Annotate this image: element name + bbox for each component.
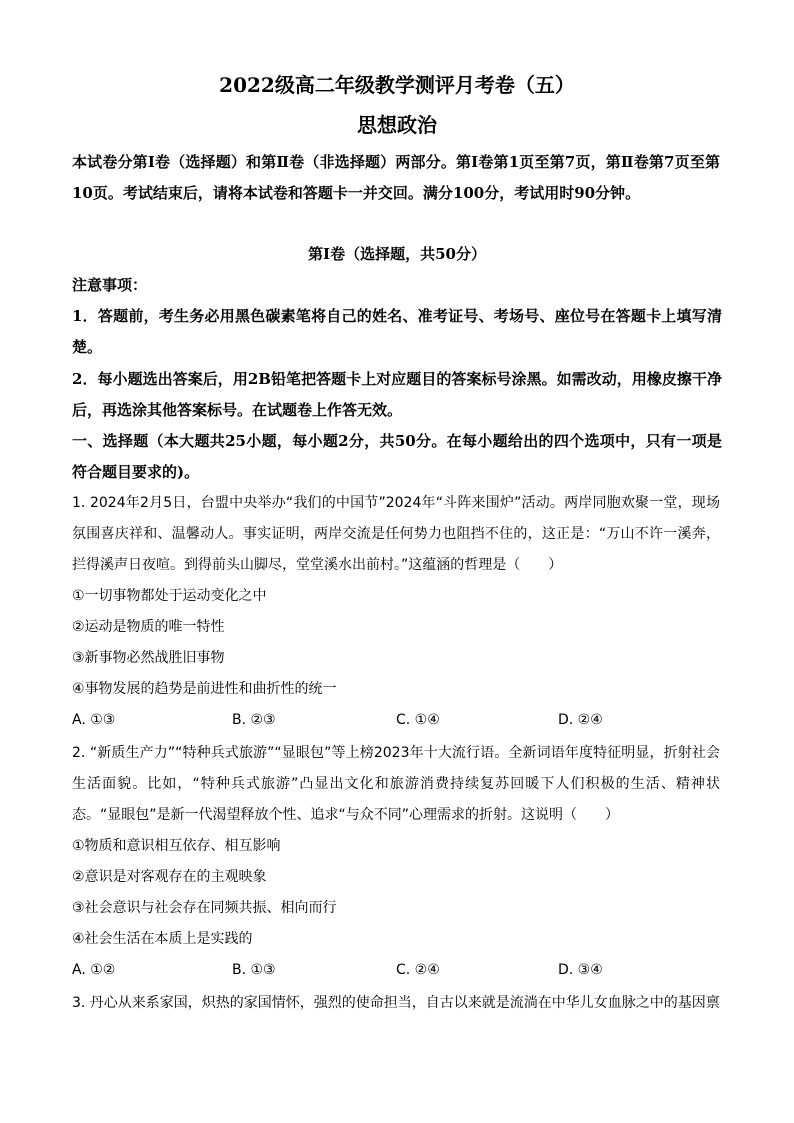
notice-item-1: 1．答题前，考生务必用黑色碳素笔将自己的姓名、准考证号、考场号、座位号在答题卡上填写清楚。 xyxy=(72,307,722,356)
notice-heading: 注意事项： xyxy=(72,276,148,294)
question-2-option-4: ④社会生活在本质上是实践的 xyxy=(72,931,253,947)
question-2-option-3: ③社会意识与社会存在同频共振、相向而行 xyxy=(72,900,337,916)
question-1-option-1: ①一切事物都处于运动变化之中 xyxy=(72,588,267,604)
exam-title: 2022级高二年级教学测评月考卷（五） xyxy=(219,73,575,97)
question-2-option-1: ①物质和意识相互依存、相互影响 xyxy=(72,838,281,854)
exam-intro: 本试卷分第Ⅰ卷（选择题）和第Ⅱ卷（非选择题）两部分。第Ⅰ卷第1页至第7页，第Ⅱ卷第7页至第10页。考试结束后，请将本试卷和答题卡一并交回。满分100分，考试用时90分钟。 xyxy=(72,153,720,202)
notice-item-2: 2．每小题选出答案后，用2B铅笔把答题卡上对应题目的答案标号涂黑。如需改动，用橡皮擦干净后，再选涂其他答案标号。在试题卷上作答无效。 xyxy=(72,370,722,419)
question-1-option-2: ②运动是物质的唯一特性 xyxy=(72,619,225,635)
question-1-choice-c: C. ①④ xyxy=(396,712,440,728)
question-1-option-4: ④事物发展的趋势是前进性和曲折性的统一 xyxy=(72,681,337,697)
section-heading: 第Ⅰ卷（选择题，共50分） xyxy=(308,245,486,263)
question-2-stem: 2. “新质生产力”“特种兵式旅游”“显眼包”等上榜2023年十大流行语。全新词语年度特征明显，折射社会生活面貌。比如，“特种兵式旅游”凸显出文化和旅游消费持续复苏回暖下人们积极的生活、精神状态。“显眼包”是新一代渴望释放个性、追求“与众不同”心理需求的折射。这说明（ ） xyxy=(72,745,720,823)
section-instruction: 一、选择题（本大题共25小题，每小题2分，共50分。在每小题给出的四个选项中，只有一项是符合题目要求的)。 xyxy=(72,432,722,481)
question-1-choice-b: B. ②③ xyxy=(232,712,276,728)
question-2-choice-d: D. ③④ xyxy=(558,962,603,978)
question-2-choice-b: B. ①③ xyxy=(232,962,276,978)
question-2-choices xyxy=(72,957,720,983)
question-3-stem: 3. 丹心从来系家国，炽热的家国情怀，强烈的使命担当，自古以来就是流淌在中华儿女血脉之中的基因禀 xyxy=(72,995,720,1011)
question-1-option-3: ③新事物必然战胜旧事物 xyxy=(72,650,225,666)
question-1-choices xyxy=(72,707,720,733)
question-1-stem: 1. 2024年2月5日，台盟中央举办“我们的中国节”2024年“斗阵来围炉”活动。两岸同胞欢聚一堂，现场氛围喜庆祥和、温馨动人。事实证明，两岸交流是任何势力也阻挡不住的，这正是：“万山不许一溪奔，拦得溪声日夜喧。到得前头山脚尽，堂堂溪水出前村。”这蕴涵的哲理是（ ） xyxy=(72,495,720,573)
subject-title: 思想政治 xyxy=(357,113,437,137)
question-2-choice-a: A. ①② xyxy=(72,962,116,978)
question-1-choice-a: A. ①③ xyxy=(72,712,116,728)
question-2-choice-c: C. ②④ xyxy=(396,962,440,978)
question-1-choice-d: D. ②④ xyxy=(558,712,603,728)
question-2-option-2: ②意识是对客观存在的主观映象 xyxy=(72,869,267,885)
